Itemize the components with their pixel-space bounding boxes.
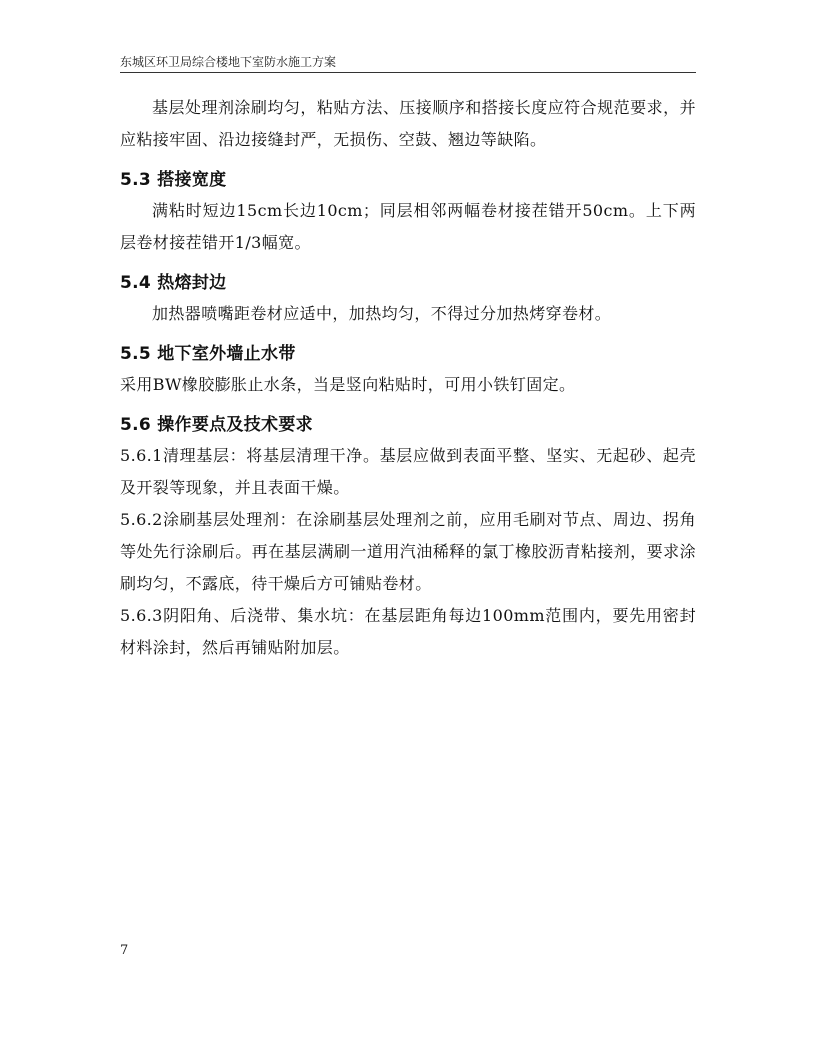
section-5-6-2-text: 5.6.2涂刷基层处理剂：在涂刷基层处理剂之前，应用毛刷对节点、周边、拐角等处先行涂刷后。再在基层满刷一道用汽油稀释的氯丁橡胶沥青粘接剂，要求涂刷均匀，不露底，待干燥后方可铺贴卷材。 — [120, 510, 696, 593]
section-heading-5-5: 5.5 地下室外墙止水带 — [120, 344, 296, 364]
section-5-6-1-text: 5.6.1清理基层：将基层清理干净。基层应做到表面平整、坚实、无起砂、起壳及开裂等现象，并且表面干燥。 — [120, 446, 696, 497]
section-5-5-text: 采用BW橡胶膨胀止水条，当是竖向粘贴时，可用小铁钉固定。 — [120, 375, 576, 394]
section-heading-5-4: 5.4 热熔封边 — [120, 273, 227, 293]
section-heading-5-3: 5.3 搭接宽度 — [120, 170, 227, 190]
intro-paragraph: 基层处理剂涂刷均匀，粘贴方法、压接顺序和搭接长度应符合规范要求，并应粘接牢固、沿边接缝封严，无损伤、空鼓、翘边等缺陷。 — [120, 98, 696, 149]
running-header: 东城区环卫局综合楼地下室防水施工方案 — [120, 55, 337, 69]
section-5-6-3-text: 5.6.3阴阳角、后浇带、集水坑：在基层距角每边100mm范围内，要先用密封材料涂封，然后再铺贴附加层。 — [120, 606, 696, 657]
section-heading-5-6: 5.6 操作要点及技术要求 — [120, 415, 313, 435]
document-body — [120, 92, 696, 664]
header-divider — [120, 72, 696, 73]
page-number: 7 — [120, 943, 129, 958]
section-5-4-text: 加热器喷嘴距卷材应适中，加热均匀，不得过分加热烤穿卷材。 — [152, 304, 612, 323]
section-5-3-text: 满粘时短边15cm长边10cm；同层相邻两幅卷材接茬错开50cm。上下两层卷材接茬错开1/3幅宽。 — [120, 201, 696, 252]
